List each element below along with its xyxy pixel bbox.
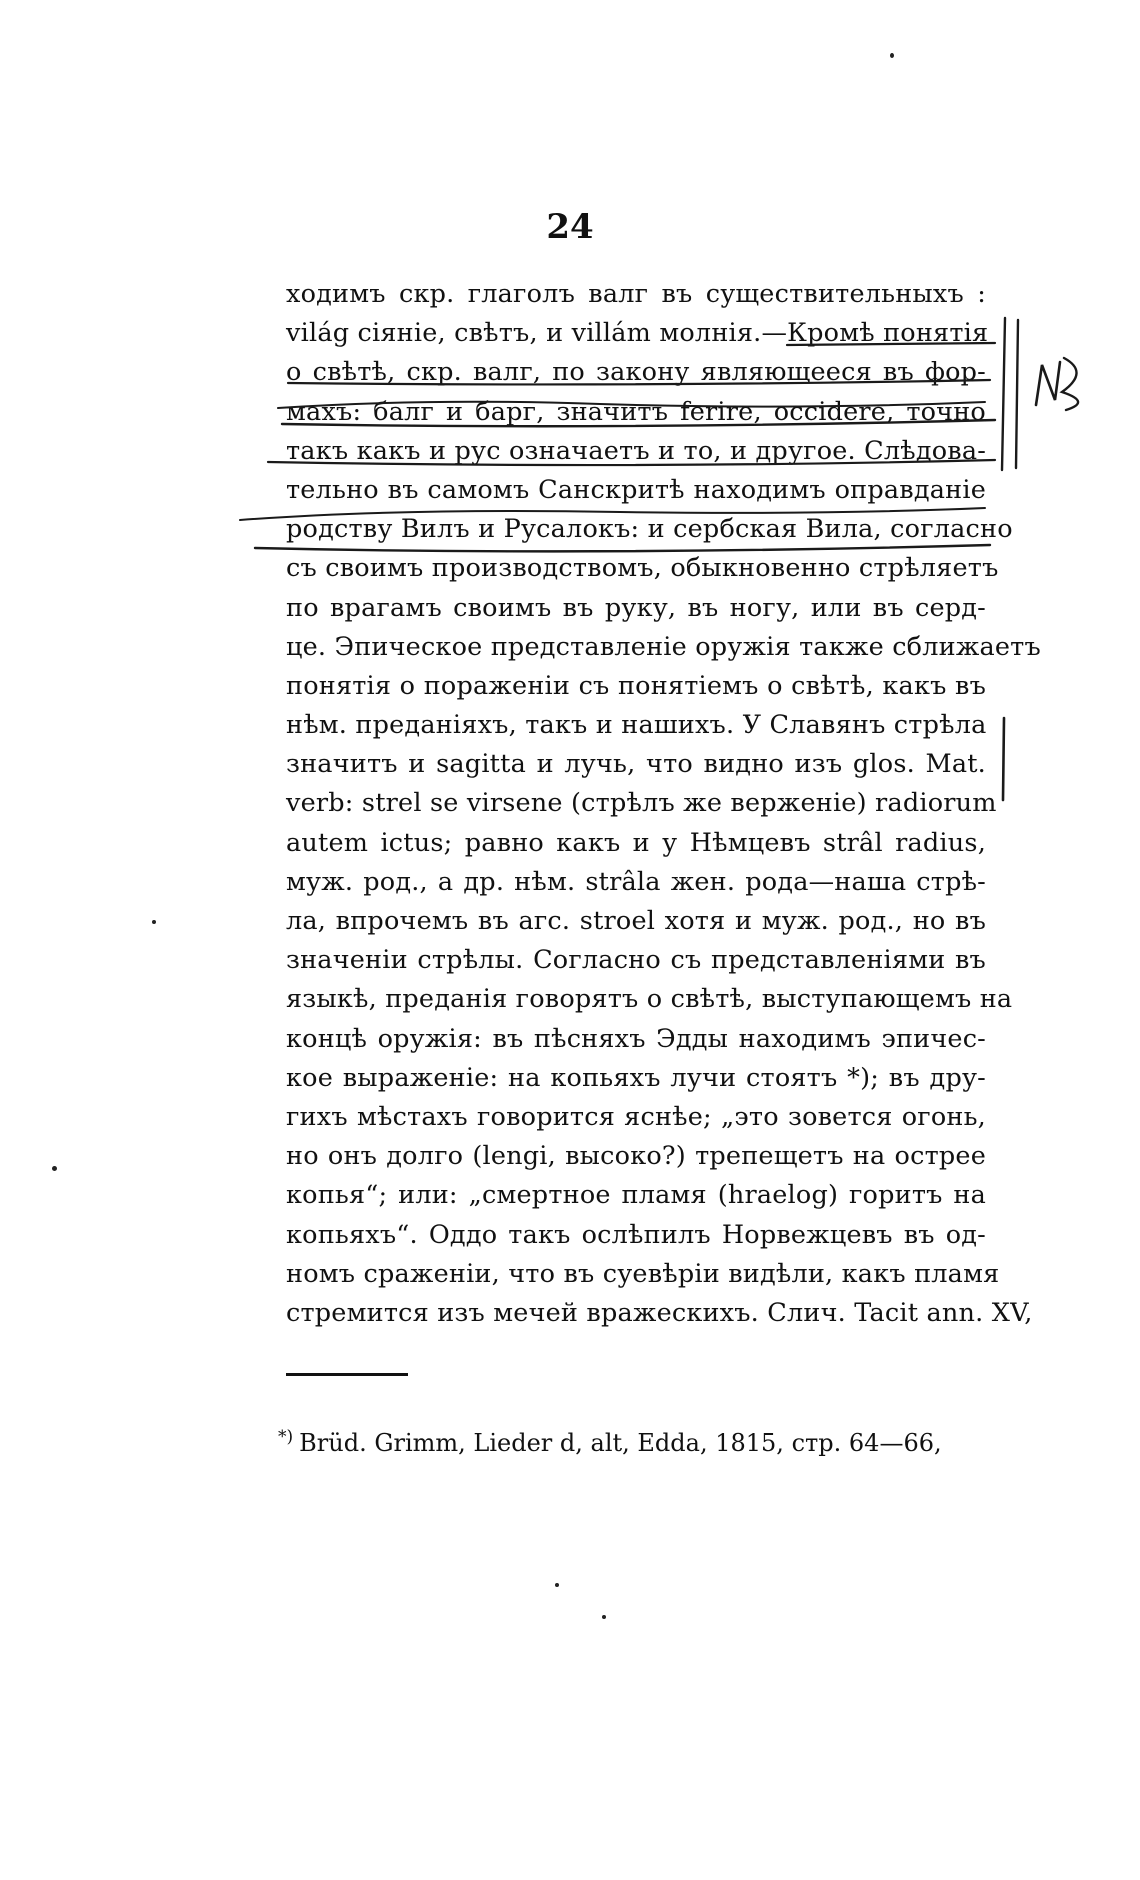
text-line: тельно въ самомъ Санскритѣ находимъ оправданіе [286, 474, 986, 505]
text-line: родству Вилъ и Русалокъ: и сербская Вила, согласно [286, 514, 1013, 545]
text-line: но онъ долго (lengi, высоко?) трепещетъ на острее [286, 1141, 986, 1172]
text-line: autem ictus; равно какъ и у Нѣмцевъ strâl radius, [286, 827, 986, 858]
text-line: ла, впрочемъ въ агс. stroel хотя и муж. род., но въ [286, 906, 986, 936]
text-line: кое выраженіе: на копьяхъ лучи стоятъ *); въ дру- [286, 1062, 986, 1093]
text-line: це. Эпическое представленіе оружія также сближаетъ [286, 631, 1041, 662]
paper-speck [555, 1583, 559, 1587]
text-line: номъ сраженіи, что въ суевѣріи видѣли, какъ пламя [286, 1258, 1000, 1289]
footnote-text: Brüd. Grimm, Lieder d, alt, Edda, 1815, стр. 64—66, [299, 1429, 942, 1457]
page-number: 24 [546, 207, 594, 247]
text-line: муж. род., а др. нѣм. strâla жен. рода—наша стрѣ- [286, 866, 986, 897]
text-line: verb: strel se virsene (стрѣлъ же верженіе) radiorum [286, 788, 997, 819]
text-line: языкѣ, преданія говорятъ о свѣтѣ, выступающемъ на [286, 984, 1013, 1015]
nb-mark [1036, 362, 1060, 405]
text-line: о свѣтѣ, скр. валг, по закону являющееся въ фор- [286, 357, 986, 388]
footnote [278, 1420, 942, 1460]
margin-bar [1016, 320, 1018, 468]
text-line: стремится изъ мечей вражескихъ. Слич. Tacit ann. XV, [286, 1297, 1033, 1328]
footnote-mark: *) [278, 1427, 294, 1447]
margin-bar [1002, 318, 1005, 470]
text-line: világ сіяніе, свѣтъ, и villám молнія.—Кромѣ понятія [286, 318, 989, 349]
text-line: съ своимъ производствомъ, обыкновенно стрѣляетъ [286, 553, 999, 584]
footnote-rule [286, 1373, 408, 1376]
paper-speck [602, 1615, 606, 1619]
text-line: понятія о пораженіи съ понятіемъ о свѣтѣ, какъ въ [286, 670, 986, 701]
text-line: значеніи стрѣлы. Согласно съ представленіями въ [286, 945, 986, 976]
text-line: гихъ мѣстахъ говорится яснѣе; „это зовется огонь, [286, 1101, 986, 1132]
text-line: значитъ и sagitta и лучь, что видно изъ glos. Mat. [286, 749, 986, 780]
nb-mark [1062, 358, 1078, 410]
text-line: нѣм. преданіяхъ, такъ и нашихъ. У Славянъ стрѣла [286, 710, 987, 741]
paper-speck [52, 1166, 57, 1171]
margin-bar [1003, 718, 1004, 800]
paper-speck [152, 920, 156, 924]
text-line: ходимъ скр. глаголъ валг въ существительныхъ : [286, 279, 986, 309]
body-text [286, 275, 1041, 1333]
text-line: концѣ оружія: въ пѣсняхъ Эдды находимъ эпичес- [286, 1023, 986, 1054]
text-line: по врагамъ своимъ въ руку, въ ногу, или въ серд- [286, 592, 986, 623]
text-line: копьяхъ“. Оддо такъ ослѣпилъ Норвежцевъ въ од- [286, 1219, 986, 1250]
paper-speck [890, 53, 894, 58]
text-line: такъ какъ и рус означаетъ и то, и другое. Слѣдова- [286, 435, 987, 466]
text-line: махъ: балг и барг, значитъ ferire, occidere, точно [286, 396, 986, 427]
text-line: копья“; или: „смертное пламя (hraelog) горитъ на [286, 1180, 986, 1211]
